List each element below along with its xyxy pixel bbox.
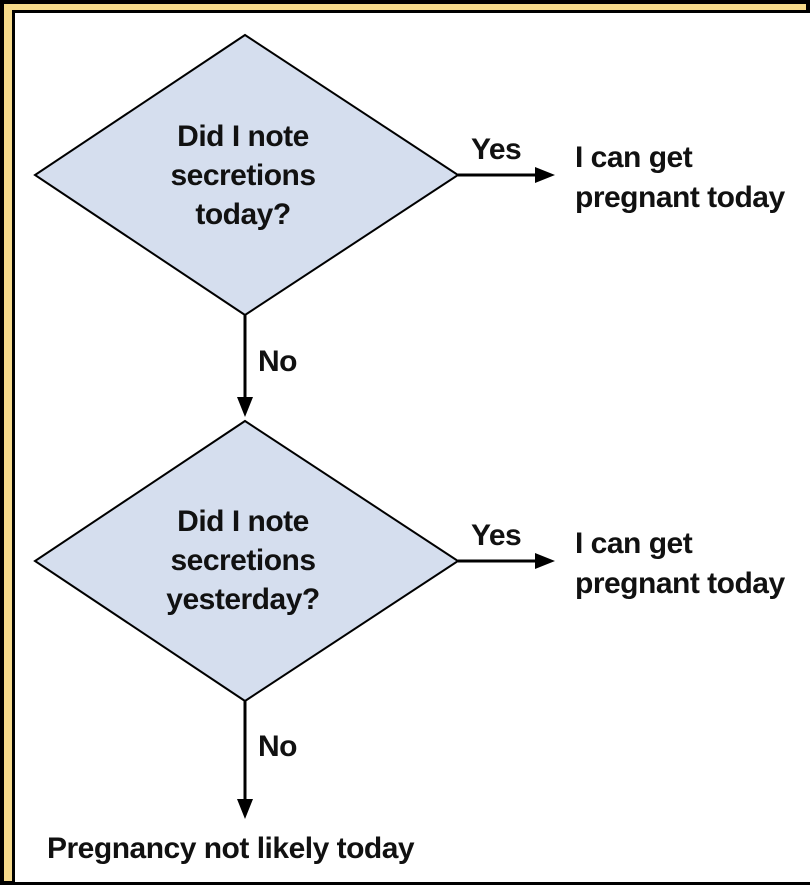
outcome2-line1: I can get xyxy=(575,527,693,560)
decision2-line1: Did I note xyxy=(177,505,309,538)
flowchart-svg xyxy=(15,13,810,882)
yes-label-2: Yes xyxy=(471,519,522,552)
outcome2-line2: pregnant today xyxy=(575,567,785,600)
decision1-line3: today? xyxy=(195,198,291,231)
flowchart-canvas xyxy=(12,10,810,882)
outcome1-line2: pregnant today xyxy=(575,181,785,214)
no-arrowhead-2 xyxy=(237,799,253,819)
decision2-line3: yesterday? xyxy=(166,583,320,616)
yes-arrowhead-1 xyxy=(535,167,555,183)
outcome1-line1: I can get xyxy=(575,141,693,174)
no-label-2: No xyxy=(258,730,297,763)
decision1-line1: Did I note xyxy=(177,120,309,153)
final-outcome: Pregnancy not likely today xyxy=(47,832,415,865)
no-arrowhead-1 xyxy=(237,397,253,417)
yes-arrowhead-2 xyxy=(535,553,555,569)
no-label-1: No xyxy=(258,345,297,378)
yes-label-1: Yes xyxy=(471,133,522,166)
decision2-line2: secretions xyxy=(170,544,316,577)
decision1-line2: secretions xyxy=(170,159,316,192)
